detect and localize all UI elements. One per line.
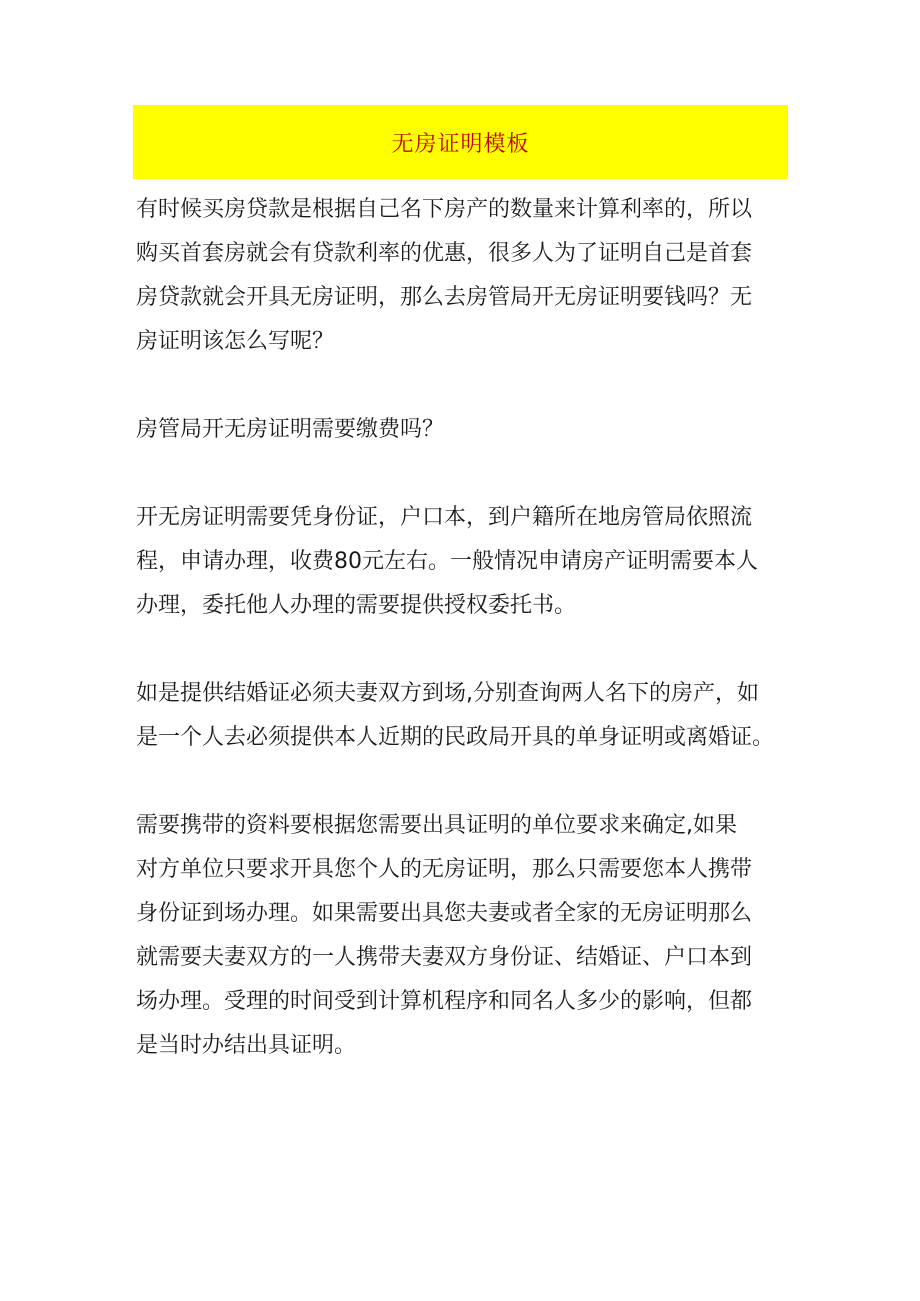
paragraph-spacer	[136, 628, 796, 672]
paragraph-question	[136, 408, 796, 452]
title-banner	[133, 105, 788, 179]
text-line: 场办理。受理的时间受到计算机程序和同名人多少的影响，但都	[136, 989, 753, 1014]
paragraph-spacer	[136, 364, 796, 408]
text-line: 如是提供结婚证必须夫妻双方到场,分别查询两人名下的房产，如	[136, 681, 759, 706]
text-line: 购买首套房就会有贷款利率的优惠，很多人为了证明自己是首套	[136, 241, 753, 266]
text-line: 是一个人去必须提供本人近期的民政局开具的单身证明或离婚证。	[136, 725, 775, 750]
text-line: 房管局开无房证明需要缴费吗？	[136, 417, 445, 442]
text-line: 对方单位只要求开具您个人的无房证明，那么只需要您本人携带	[136, 857, 753, 882]
text-line: 有时候买房贷款是根据自己名下房产的数量来计算利率的，所以	[136, 197, 753, 222]
paragraph-intro	[136, 188, 796, 364]
document-body	[136, 188, 796, 1068]
text-line: 就需要夫妻双方的一人携带夫妻双方身份证、结婚证、户口本到	[136, 945, 753, 970]
paragraph-marriage	[136, 672, 796, 760]
text-line: 程，申请办理，收费80元左右。一般情况申请房产证明需要本人	[136, 549, 758, 574]
paragraph-spacer	[136, 760, 796, 804]
text-line: 身份证到场办理。如果需要出具您夫妻或者全家的无房证明那么	[136, 901, 753, 926]
text-line: 是当时办结出具证明。	[136, 1033, 357, 1058]
text-line: 房证明该怎么写呢？	[136, 329, 335, 354]
text-line: 办理，委托他人办理的需要提供授权委托书。	[136, 593, 577, 618]
text-line: 房贷款就会开具无房证明，那么去房管局开无房证明要钱吗？无	[136, 285, 753, 310]
paragraph-spacer	[136, 452, 796, 496]
document-title: 无房证明模板	[391, 131, 530, 157]
text-line: 开无房证明需要凭身份证，户口本，到户籍所在地房管局依照流	[136, 505, 753, 530]
text-line: 需要携带的资料要根据您需要出具证明的单位要求来确定,如果	[136, 813, 737, 838]
paragraph-requirements	[136, 496, 796, 628]
paragraph-materials	[136, 804, 796, 1068]
